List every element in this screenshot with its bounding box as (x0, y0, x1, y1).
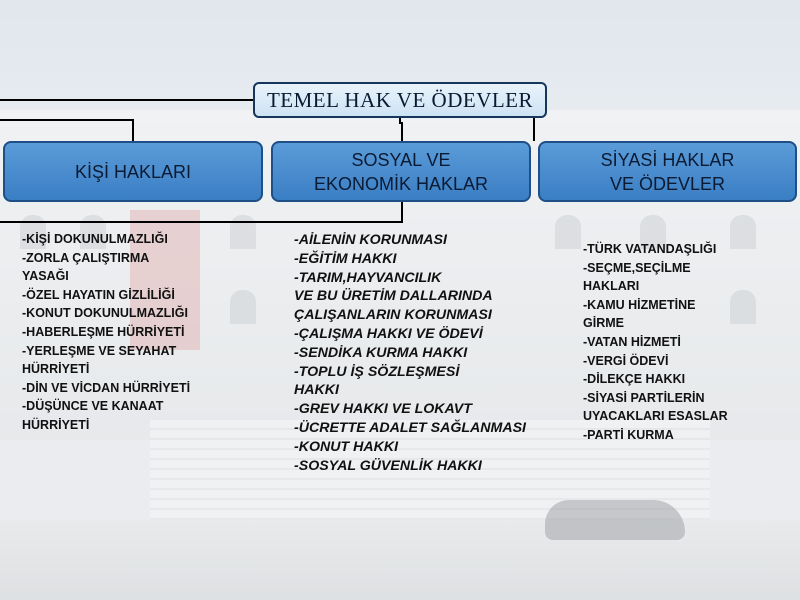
connector-sosyal-bottom (0, 202, 402, 222)
list-item: -KONUT DOKUNULMAZLIĞI (22, 306, 188, 321)
list-item: -SİYASİ PARTİLERİN UYACAKLARI ESASLAR (583, 390, 728, 424)
connector-kisi-top (0, 120, 133, 141)
list-item: -VERGİ ÖDEVİ (583, 353, 669, 368)
list-item: -DÜŞÜNCE VE KANAAT HÜRRİYETİ (22, 399, 164, 432)
category-kisi-haklari (3, 141, 263, 202)
list-item: -TÜRK VATANDAŞLIĞI (583, 242, 717, 256)
list-item: -KİŞİ DOKUNULMAZLIĞI (22, 232, 168, 246)
list-item: -GREV HAKKI VE LOKAVT (294, 401, 472, 418)
list-item: -TOPLU İŞ SÖZLEŞMESİ HAKKI (294, 363, 460, 399)
list-item: -KONUT HAKKI (294, 438, 399, 455)
list-item: -VATAN HİZMETİ (583, 334, 681, 349)
category-siyasi-label: SİYASİ HAKLAR VE ÖDEVLER (600, 149, 735, 194)
list-item: -DİN VE VİCDAN HÜRRİYETİ (22, 380, 191, 395)
list-item: -PARTİ KURMA (583, 427, 674, 442)
diagram-title-text: TEMEL HAK VE ÖDEVLER (266, 87, 534, 112)
list-item: -AİLENİN KORUNMASI (294, 232, 447, 248)
list-item: -DİLEKÇE HAKKI (583, 372, 686, 387)
list-item: -SOSYAL GÜVENLİK HAKKI (294, 457, 482, 474)
list-item: -TARIM,HAYVANCILIK VE BU ÜRETİM DALLARINDA ÇALIŞANLARIN KORUNMASI (294, 269, 493, 324)
list-item: -ÜCRETTE ADALET SAĞLANMASI (294, 419, 526, 436)
list-item: -ZORLA ÇALIŞTIRMA YASAĞI (22, 250, 150, 284)
siyasi-haklar-list (583, 240, 758, 445)
list-item: -SENDİKA KURMA HAKKI (294, 344, 468, 361)
kisi-haklari-list (22, 230, 212, 435)
list-item: -EĞİTİM HAKKI (294, 250, 397, 267)
list-item: -ÖZEL HAYATIN GİZLİLİĞİ (22, 287, 175, 302)
list-item: -ÇALIŞMA HAKKI VE ÖDEVİ (294, 325, 483, 342)
diagram-title (253, 82, 547, 118)
list-item: -SEÇME,SEÇİLME HAKLARI (583, 260, 691, 294)
category-siyasi-haklar (538, 141, 797, 202)
category-sosyal-label: SOSYAL VE EKONOMİK HAKLAR (313, 149, 489, 194)
category-kisi-label: KİŞİ HAKLARI (74, 161, 192, 182)
list-item: -YERLEŞME VE SEYAHAT HÜRRİYETİ (22, 343, 177, 377)
list-item: -KAMU HİZMETİNE GİRME (583, 297, 696, 331)
list-item: -HABERLEŞME HÜRRİYETİ (22, 324, 185, 339)
category-sosyal-ekonomik (271, 141, 531, 202)
sosyal-ekonomik-list (294, 231, 564, 475)
connector-title-sosyal (400, 118, 402, 141)
